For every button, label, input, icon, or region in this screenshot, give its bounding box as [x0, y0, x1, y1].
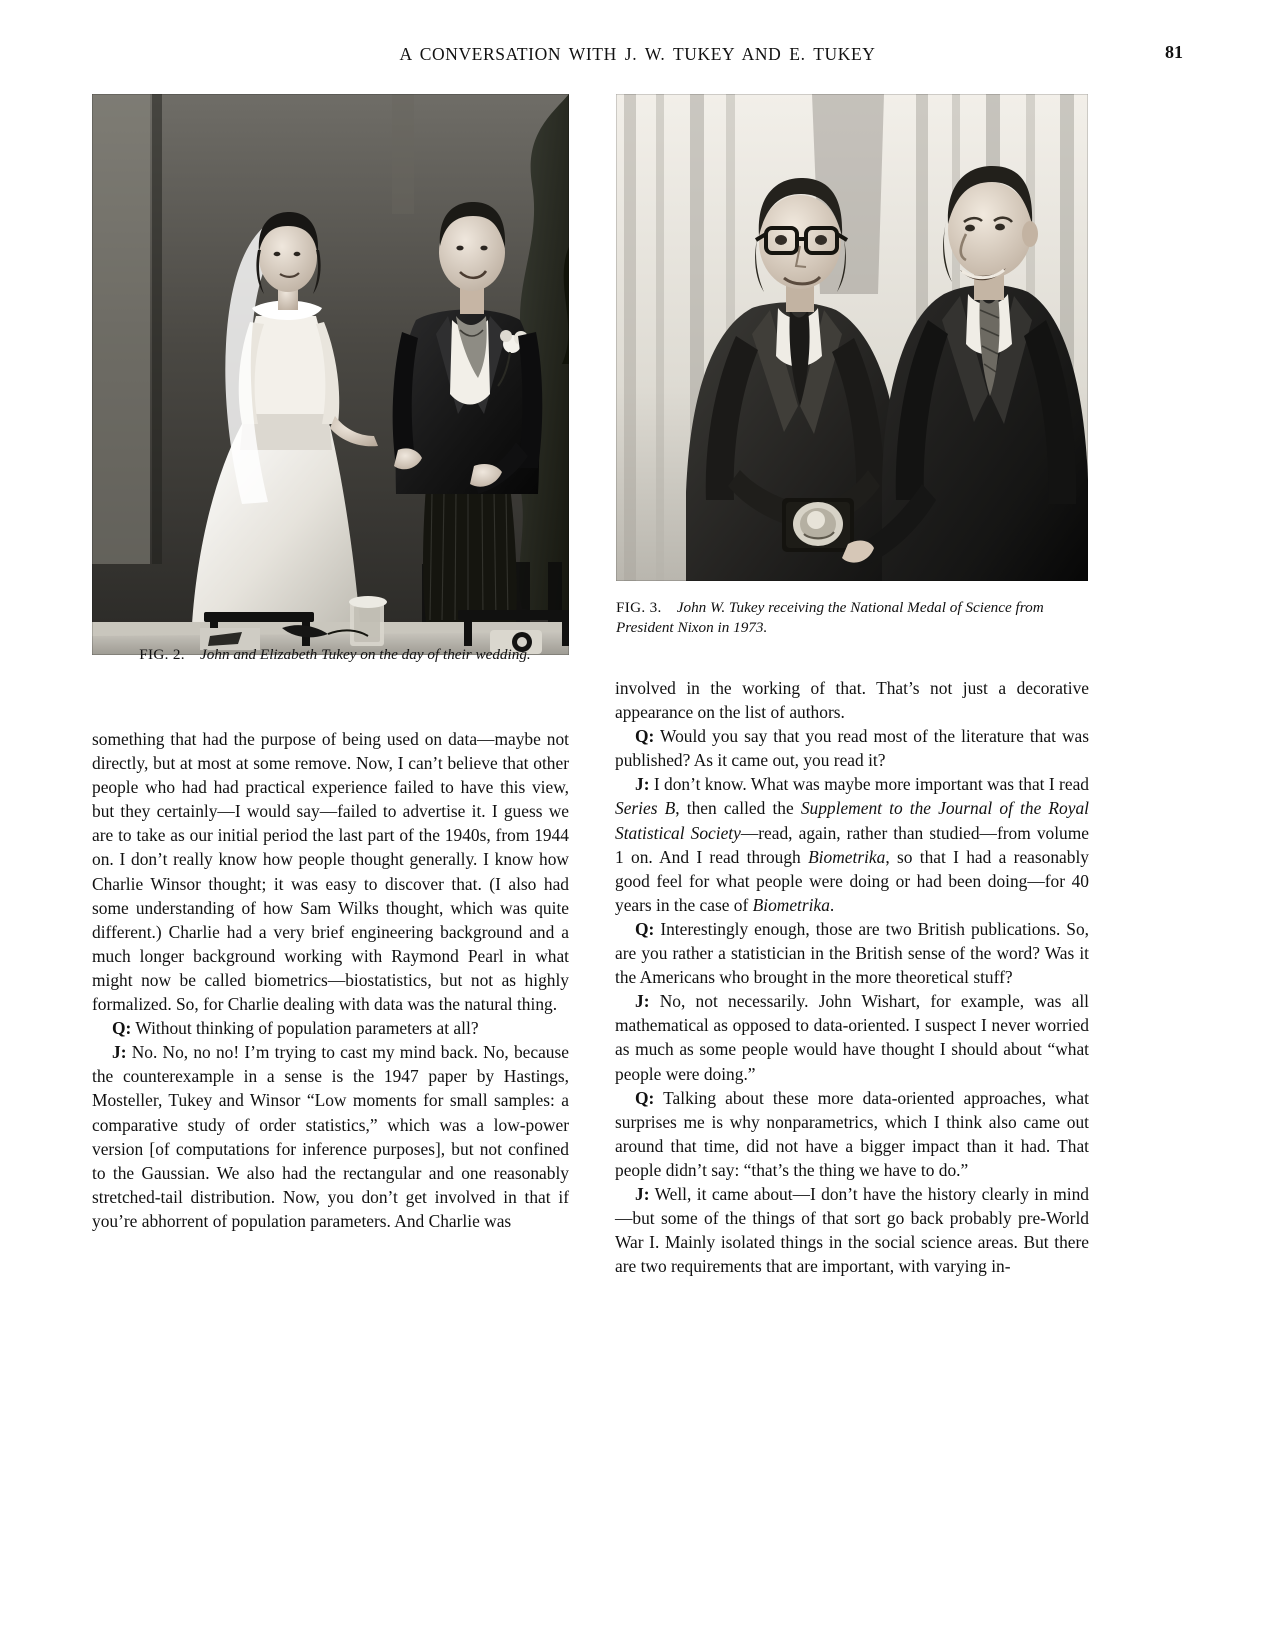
paragraph-text: something that had the purpose of being used on data—maybe not directly, but at most at some remove. Now, I can’t believe that other people who had had practical experience failed to have this view, but they certainly—I would say—failed to advertise it. I guess we are to take as our initial period the last part of the 1940s, from 1944 on. I don’t really know how people thought generally. I know how Charlie Winsor thought; it was easy to discover that. (I also had some understanding of how Sam Wilks thought, which was quite different.) Charlie had a very brief engineering background and a much longer background working with Raymond Pearl in what might now be called biometrics—biostatistics, but not as highly formalized. So, for Charlie dealing with data was the natural thing.: [92, 729, 569, 1015]
figure-3-image: [616, 94, 1088, 581]
paragraph-text: Well, it came about—I don’t have the history clearly in mind—but some of the things of that sort go back probably pre-World War I. Mainly isolated things in the social science areas. But there are two requirements that are important, with varying in-: [615, 1183, 1089, 1277]
paragraph-continuation: [92, 727, 569, 1016]
italic-title: Biometrika: [752, 894, 830, 915]
qa-exchange-answer: [615, 772, 1089, 917]
speaker-label-q: Q:: [112, 1018, 132, 1039]
speaker-label-j: J:: [112, 1042, 127, 1063]
running-head: [95, 44, 1180, 70]
qa-exchange-question: [615, 724, 1089, 772]
body-column-left: [92, 727, 569, 1233]
speaker-label-j: J:: [635, 991, 650, 1012]
paragraph-text: Without thinking of population parameters at all?: [135, 1018, 479, 1039]
paragraph-text: No. No, no no! I’m trying to cast my mind back. No, because the counterexample in a sense is the 1947 paper by Hastings, Mosteller, Tukey and Winsor “Low moments for small samples: a comparative study of order statistics,” which was a low-power version [of computations for inference purposes], but not confined to the Gaussian. We also had the rectangular and one reasonably stretched-tail distribution. Now, you don’t get involved in that if you’re abhorrent of population parameters. And Charlie was: [92, 1042, 569, 1231]
speaker-label-j: J:: [635, 1183, 650, 1204]
qa-exchange-question: [615, 917, 1089, 989]
roman-text: —read, again, rather than studied—from volume 1 on. And I read through: [615, 822, 1089, 867]
speaker-label-j: J:: [635, 774, 650, 795]
qa-exchange-question: [615, 1086, 1089, 1182]
paragraph-text: Interestingly enough, those are two British publications. So, are you rather a statistician in the British sense of the word? Was it the Americans who brought in the more theoretical stuff?: [615, 918, 1089, 988]
figure-2-caption-text: John and Elizabeth Tukey on the day of their wedding.: [200, 646, 531, 663]
figure-2-image: [92, 94, 569, 655]
figure-2-caption: [100, 645, 570, 665]
paragraph-text: Talking about these more data-oriented approaches, what surprises me is why nonparametrics, which I think also came out around that time, did not have a bigger impact than it had. That people didn’t say: “that’s the thing we have to do.”: [615, 1087, 1089, 1180]
running-head-title: A CONVERSATION WITH J. W. TUKEY AND E. TUKEY: [399, 44, 876, 64]
roman-text: , then called the: [675, 798, 801, 819]
page-number: 81: [1165, 42, 1183, 62]
figure-3-caption: [616, 598, 1090, 638]
roman-text: , so that I had a reasonably good feel for what people were doing or had been doing—for 40 years in the case of: [615, 846, 1090, 915]
body-column-right: [615, 676, 1089, 1278]
qa-exchange-answer: [92, 1040, 569, 1233]
paragraph-text: Would you say that you read most of the literature that was published? As it came out, you read it?: [615, 726, 1089, 771]
speaker-label-q: Q:: [635, 726, 655, 747]
speaker-label-q: Q:: [635, 918, 655, 939]
medal-ceremony-photograph: [616, 94, 1088, 581]
qa-exchange-question: [92, 1016, 569, 1040]
wedding-photograph: [92, 94, 569, 655]
paragraph-text: No, not necessarily. John Wishart, for example, was all mathematical as opposed to data-oriented. I suspect I never worried as much as some people would have thought I should about “what people were doing.”: [615, 991, 1089, 1084]
paragraph-rich-text: [615, 774, 1089, 914]
italic-title: Biometrika: [808, 846, 886, 867]
paragraph-text: involved in the working of that. That’s not just a decorative appearance on the list of authors.: [615, 678, 1089, 723]
italic-title: Supplement to the Journal of the Royal Statistical Society: [615, 798, 1089, 843]
speaker-label-q: Q:: [635, 1087, 655, 1108]
paragraph-continuation: [615, 676, 1089, 724]
figure-3-label: FIG. 3.: [616, 599, 662, 616]
figure-3-caption-text: John W. Tukey receiving the National Medal of Science from President Nixon in 1973.: [616, 599, 1044, 637]
roman-text: I don’t know. What was maybe more important was that I read: [653, 774, 1089, 795]
qa-exchange-answer: [615, 1182, 1089, 1278]
qa-exchange-answer: [615, 989, 1089, 1085]
figure-2-label: FIG. 2.: [139, 646, 185, 663]
roman-text: .: [829, 894, 835, 915]
italic-title: Series B: [615, 798, 676, 819]
